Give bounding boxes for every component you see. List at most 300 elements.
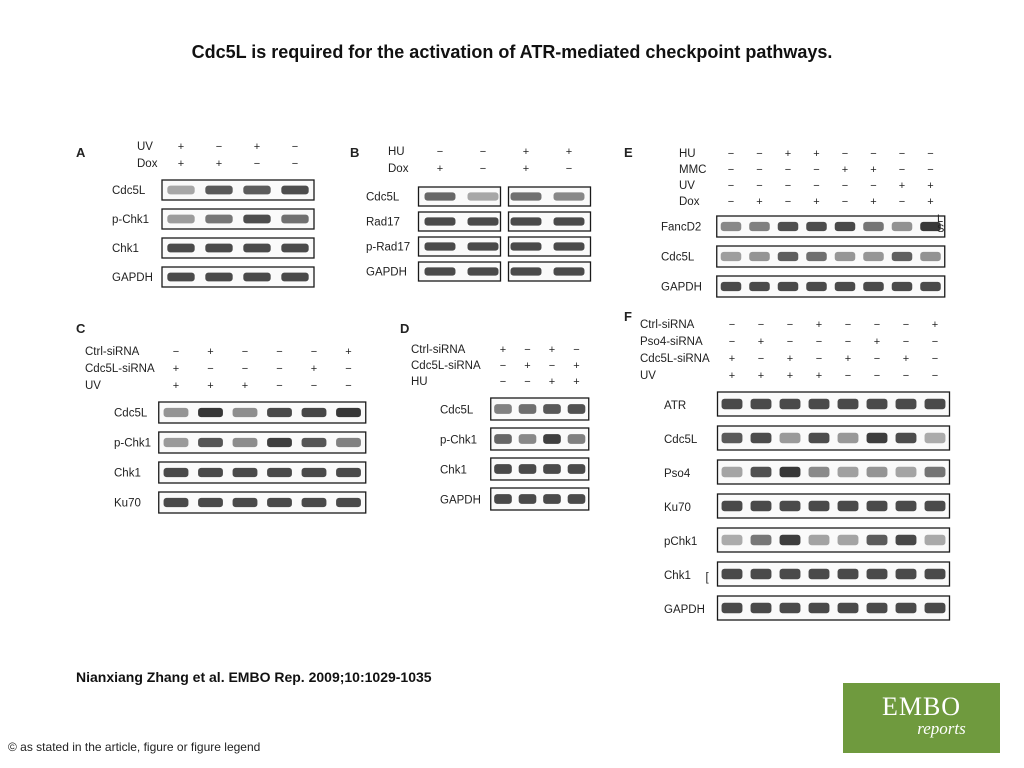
condition-sign-E: − xyxy=(870,180,877,192)
blot-C-band xyxy=(267,408,292,417)
blot-F-band xyxy=(809,433,830,444)
blot-C-band xyxy=(336,468,361,477)
blot-frame-C xyxy=(159,402,366,423)
blot-C-band xyxy=(164,498,189,507)
condition-sign-E: − xyxy=(784,180,792,192)
blot-D-band xyxy=(543,404,561,414)
blot-B-band xyxy=(468,267,499,275)
blot-label-D: Chk1 xyxy=(440,464,467,477)
blot-frame-C xyxy=(159,492,366,513)
blot-B-band xyxy=(511,192,542,200)
embo-reports-logo xyxy=(843,683,1000,753)
blot-E-band xyxy=(806,222,827,231)
blot-B-band xyxy=(468,192,499,200)
condition-sign-B: − xyxy=(565,163,573,175)
panel-label-A: A xyxy=(76,145,86,160)
blot-label-F: GAPDH xyxy=(664,603,705,616)
blot-D-band xyxy=(543,494,561,504)
condition-label-E: MMC xyxy=(679,164,707,176)
condition-sign-F: − xyxy=(873,353,881,365)
condition-label-C: UV xyxy=(85,380,101,392)
blot-C-band xyxy=(336,438,361,447)
blot-label-D: GAPDH xyxy=(440,494,481,507)
blot-B-band xyxy=(425,267,456,275)
condition-sign-E: + xyxy=(813,148,820,160)
blot-F-band xyxy=(925,501,946,512)
blot-D-band xyxy=(519,494,537,504)
condition-sign-C: + xyxy=(207,380,214,392)
condition-sign-E: − xyxy=(784,164,792,176)
condition-sign-E: − xyxy=(813,164,820,176)
blot-C-band xyxy=(302,498,327,507)
blot-F-band xyxy=(867,467,888,478)
condition-label-E: HU xyxy=(679,148,696,160)
blot-C-band xyxy=(233,468,258,477)
condition-sign-A: − xyxy=(291,158,299,170)
blot-E-band xyxy=(806,252,827,261)
condition-sign-E: − xyxy=(727,164,735,176)
condition-sign-F: − xyxy=(844,370,852,382)
blot-F-band xyxy=(809,535,830,546)
blot-F-band xyxy=(896,501,917,512)
condition-sign-F: − xyxy=(844,336,852,348)
blot-D-band xyxy=(494,464,512,474)
condition-sign-D: + xyxy=(524,360,531,372)
blot-A-band xyxy=(205,273,232,282)
band-mark-E: S xyxy=(937,223,945,235)
blot-C-band xyxy=(336,408,361,417)
condition-label-A: Dox xyxy=(137,158,158,170)
condition-sign-C: − xyxy=(207,363,214,375)
panel-label-D: D xyxy=(400,321,410,336)
condition-sign-F: + xyxy=(728,370,736,382)
condition-sign-D: − xyxy=(524,376,531,388)
blot-F-band xyxy=(809,399,830,410)
blot-B-band xyxy=(425,217,456,225)
condition-sign-E: − xyxy=(898,148,906,160)
blot-label-B: GAPDH xyxy=(366,266,407,279)
condition-sign-C: − xyxy=(276,363,283,375)
blot-A-band xyxy=(167,186,194,195)
condition-sign-F: − xyxy=(757,353,765,365)
condition-label-C: Ctrl-siRNA xyxy=(85,346,140,358)
blot-C-band xyxy=(302,438,327,447)
condition-sign-E: + xyxy=(784,148,792,160)
condition-sign-A: − xyxy=(291,141,299,153)
condition-sign-F: − xyxy=(931,370,939,382)
blot-frame-C xyxy=(159,462,366,483)
blot-F-band xyxy=(867,433,888,444)
blot-A-band xyxy=(281,215,308,224)
blot-F-band xyxy=(838,501,859,512)
condition-sign-E: − xyxy=(727,196,735,208)
blot-F-band xyxy=(867,535,888,546)
condition-sign-F: + xyxy=(786,370,794,382)
blot-E-band xyxy=(721,282,742,291)
condition-sign-D: − xyxy=(499,360,507,372)
condition-label-F: UV xyxy=(640,370,656,382)
condition-sign-F: − xyxy=(815,336,823,348)
blot-C-band xyxy=(267,468,292,477)
condition-sign-F: − xyxy=(786,336,794,348)
blot-F-band xyxy=(780,433,801,444)
blot-C-band xyxy=(302,408,327,417)
condition-label-D: Ctrl-siRNA xyxy=(411,344,466,356)
blot-A-band xyxy=(281,186,308,195)
blot-A-band xyxy=(243,273,270,282)
blot-B-band xyxy=(468,217,499,225)
blot-E-band xyxy=(749,252,770,261)
condition-sign-C: − xyxy=(241,363,249,375)
condition-sign-A: + xyxy=(177,158,185,170)
condition-sign-A: + xyxy=(253,141,261,153)
blot-E-band xyxy=(778,282,799,291)
condition-sign-C: − xyxy=(345,363,352,375)
blot-F-band xyxy=(896,569,917,580)
condition-sign-E: − xyxy=(756,164,763,176)
blot-A-band xyxy=(243,244,270,253)
condition-sign-D: − xyxy=(573,344,580,356)
blot-A-band xyxy=(205,186,232,195)
blot-D-band xyxy=(543,464,561,474)
blot-B-band xyxy=(554,267,585,275)
blot-A-band xyxy=(281,244,308,253)
condition-sign-B: − xyxy=(436,146,444,158)
blot-F-band xyxy=(780,569,801,580)
blot-A-band xyxy=(167,215,194,224)
blot-A-band xyxy=(243,186,270,195)
blot-F-band xyxy=(838,569,859,580)
blot-F-band xyxy=(925,467,946,478)
blot-F-band xyxy=(925,603,946,614)
blot-F-band xyxy=(925,569,946,580)
condition-sign-F: − xyxy=(757,319,765,331)
panel-label-F: F xyxy=(624,309,632,324)
condition-sign-A: + xyxy=(177,141,185,153)
blot-F-band xyxy=(780,501,801,512)
blot-E-band xyxy=(863,222,884,231)
blot-F-band xyxy=(751,501,772,512)
blot-F-band xyxy=(896,467,917,478)
band-bracket-F: [ xyxy=(705,572,709,585)
blot-C-band xyxy=(267,498,292,507)
blot-F-band xyxy=(838,535,859,546)
blot-F-band xyxy=(896,535,917,546)
blot-F-band xyxy=(780,399,801,410)
citation: Nianxiang Zhang et al. EMBO Rep. 2009;10:1029-1035 xyxy=(76,669,432,685)
blot-label-C: Cdc5L xyxy=(114,407,148,420)
condition-sign-F: − xyxy=(931,353,939,365)
blot-F-band xyxy=(809,501,830,512)
condition-sign-B: − xyxy=(479,146,487,158)
blot-label-E: FancD2 xyxy=(661,221,702,234)
condition-sign-D: − xyxy=(524,344,531,356)
blot-C-band xyxy=(198,498,223,507)
blot-F-band xyxy=(751,433,772,444)
blot-B-band xyxy=(425,242,456,250)
blot-A-band xyxy=(205,244,232,253)
blot-E-band xyxy=(835,252,856,261)
blot-E-band xyxy=(749,222,770,231)
blot-F-band xyxy=(838,603,859,614)
condition-sign-E: − xyxy=(870,148,877,160)
condition-sign-D: − xyxy=(548,360,556,372)
condition-sign-A: − xyxy=(253,158,261,170)
blot-F-band xyxy=(809,467,830,478)
blot-label-B: p-Rad17 xyxy=(366,241,411,254)
condition-sign-E: − xyxy=(727,148,735,160)
blot-F-band xyxy=(896,603,917,614)
blot-E-band xyxy=(920,282,941,291)
blot-B-band xyxy=(554,192,585,200)
blot-B-band xyxy=(425,192,456,200)
blot-F-band xyxy=(896,433,917,444)
condition-sign-D: + xyxy=(499,344,507,356)
condition-label-B: Dox xyxy=(388,163,409,175)
blot-F-band xyxy=(722,569,743,580)
blot-D-band xyxy=(543,434,561,444)
condition-sign-E: − xyxy=(813,180,820,192)
copyright-note: © as stated in the article, figure or figure legend xyxy=(8,740,261,754)
blot-B-band xyxy=(511,217,542,225)
blot-E-band xyxy=(721,222,742,231)
blot-F-band xyxy=(751,399,772,410)
blot-label-C: Chk1 xyxy=(114,467,141,480)
condition-sign-E: − xyxy=(898,164,906,176)
blot-F-band xyxy=(722,433,743,444)
blot-F-band xyxy=(722,603,743,614)
condition-sign-D: + xyxy=(573,376,580,388)
blot-E-band xyxy=(778,222,799,231)
blot-label-C: Ku70 xyxy=(114,497,141,510)
blot-F-band xyxy=(780,467,801,478)
blot-F-band xyxy=(867,399,888,410)
condition-sign-C: − xyxy=(241,346,249,358)
blot-C-band xyxy=(164,408,189,417)
panel-label-E: E xyxy=(624,145,633,160)
condition-sign-C: + xyxy=(172,380,180,392)
blot-D-band xyxy=(568,404,586,414)
condition-sign-B: − xyxy=(479,163,487,175)
blot-frame-C xyxy=(159,432,366,453)
condition-sign-F: + xyxy=(757,370,765,382)
blot-F-band xyxy=(867,569,888,580)
blot-E-band xyxy=(835,222,856,231)
blot-E-band xyxy=(835,282,856,291)
condition-sign-E: − xyxy=(784,196,792,208)
blot-F-band xyxy=(722,501,743,512)
blot-A-band xyxy=(281,273,308,282)
blot-label-F: Cdc5L xyxy=(664,433,698,446)
blot-F-band xyxy=(780,603,801,614)
blot-label-F: Ku70 xyxy=(664,501,691,514)
condition-label-E: Dox xyxy=(679,196,700,208)
condition-sign-A: − xyxy=(215,141,223,153)
condition-sign-B: + xyxy=(522,163,530,175)
blot-F-band xyxy=(867,603,888,614)
condition-label-F: Cdc5L-siRNA xyxy=(640,353,710,365)
blot-label-D: p-Chk1 xyxy=(440,434,478,447)
condition-sign-F: + xyxy=(873,336,881,348)
condition-sign-F: − xyxy=(902,336,910,348)
blot-label-A: p-Chk1 xyxy=(112,214,150,226)
condition-sign-C: + xyxy=(172,363,180,375)
condition-sign-E: − xyxy=(841,148,849,160)
condition-sign-F: + xyxy=(786,353,794,365)
condition-label-F: Pso4-siRNA xyxy=(640,336,703,348)
blot-E-band xyxy=(892,282,913,291)
condition-sign-F: + xyxy=(844,353,852,365)
panel-label-B: B xyxy=(350,145,360,160)
blot-F-band xyxy=(925,433,946,444)
condition-sign-F: − xyxy=(728,336,736,348)
condition-sign-F: + xyxy=(902,353,910,365)
blot-F-band xyxy=(838,399,859,410)
blot-B-band xyxy=(554,242,585,250)
condition-sign-B: + xyxy=(436,163,444,175)
band-mark-E: L xyxy=(937,213,944,225)
blot-E-band xyxy=(863,282,884,291)
blot-label-A: Chk1 xyxy=(112,243,139,255)
condition-sign-C: − xyxy=(276,346,283,358)
blot-F-band xyxy=(751,569,772,580)
blot-E-band xyxy=(749,282,770,291)
blot-C-band xyxy=(198,438,223,447)
blot-B-band xyxy=(554,217,585,225)
blot-F-band xyxy=(925,399,946,410)
blot-A-band xyxy=(205,215,232,224)
blot-D-band xyxy=(519,404,537,414)
condition-sign-E: − xyxy=(841,196,849,208)
condition-sign-C: + xyxy=(310,363,318,375)
condition-sign-B: + xyxy=(565,146,573,158)
blot-B-band xyxy=(511,242,542,250)
blot-D-band xyxy=(568,494,586,504)
condition-label-A: UV xyxy=(137,141,153,153)
condition-sign-F: − xyxy=(902,319,910,331)
condition-sign-F: + xyxy=(931,319,939,331)
blot-E-band xyxy=(778,252,799,261)
condition-sign-D: + xyxy=(548,344,556,356)
condition-sign-F: − xyxy=(931,336,939,348)
blot-F-band xyxy=(867,501,888,512)
blot-A-band xyxy=(167,273,194,282)
condition-sign-C: − xyxy=(172,346,180,358)
blot-C-band xyxy=(164,468,189,477)
condition-label-E: UV xyxy=(679,180,695,192)
blot-F-band xyxy=(809,569,830,580)
page-title: Cdc5L is required for the activation of ATR-mediated checkpoint pathways. xyxy=(191,42,833,62)
blot-C-band xyxy=(198,408,223,417)
blot-E-band xyxy=(892,222,913,231)
condition-sign-F: + xyxy=(815,319,823,331)
blot-A-band xyxy=(243,215,270,224)
condition-label-D: HU xyxy=(411,376,428,388)
condition-sign-C: − xyxy=(310,346,318,358)
blot-label-F: pChk1 xyxy=(664,535,698,548)
blot-A-band xyxy=(167,244,194,253)
blot-F-band xyxy=(896,399,917,410)
blot-E-band xyxy=(920,252,941,261)
condition-label-B: HU xyxy=(388,146,405,158)
condition-sign-C: − xyxy=(345,380,352,392)
condition-sign-E: − xyxy=(756,180,763,192)
condition-sign-F: + xyxy=(757,336,765,348)
condition-sign-E: + xyxy=(927,180,934,192)
blot-label-B: Rad17 xyxy=(366,216,400,229)
blot-F-band xyxy=(780,535,801,546)
blot-F-band xyxy=(751,535,772,546)
blot-D-band xyxy=(519,464,537,474)
blot-E-band xyxy=(806,282,827,291)
blot-label-A: Cdc5L xyxy=(112,185,146,197)
condition-sign-F: − xyxy=(902,370,910,382)
blot-label-F: ATR xyxy=(664,399,687,412)
blot-F-band xyxy=(925,535,946,546)
blot-C-band xyxy=(233,408,258,417)
blot-C-band xyxy=(302,468,327,477)
blot-B-band xyxy=(511,267,542,275)
blot-D-band xyxy=(494,494,512,504)
blot-D-band xyxy=(519,434,537,444)
condition-sign-E: − xyxy=(727,180,735,192)
condition-sign-E: + xyxy=(870,196,877,208)
condition-sign-D: + xyxy=(573,360,580,372)
condition-sign-C: + xyxy=(207,346,214,358)
condition-label-F: Ctrl-siRNA xyxy=(640,319,695,331)
condition-sign-E: − xyxy=(756,148,763,160)
condition-sign-F: + xyxy=(815,370,823,382)
condition-sign-F: − xyxy=(786,319,794,331)
blot-F-band xyxy=(838,433,859,444)
blot-C-band xyxy=(198,468,223,477)
blot-label-D: Cdc5L xyxy=(440,404,474,417)
condition-sign-F: − xyxy=(844,319,852,331)
blot-D-band xyxy=(568,464,586,474)
condition-sign-E: − xyxy=(841,180,849,192)
condition-sign-A: + xyxy=(215,158,223,170)
blot-label-A: GAPDH xyxy=(112,272,153,284)
condition-sign-E: + xyxy=(813,196,820,208)
condition-sign-B: + xyxy=(522,146,530,158)
blot-E-band xyxy=(721,252,742,261)
blot-C-band xyxy=(233,438,258,447)
blot-label-E: GAPDH xyxy=(661,281,702,294)
logo-line1: EMBO xyxy=(881,692,962,721)
blot-C-band xyxy=(164,438,189,447)
condition-sign-E: − xyxy=(927,164,934,176)
condition-sign-E: − xyxy=(898,196,906,208)
condition-sign-C: − xyxy=(276,380,283,392)
blot-F-band xyxy=(722,399,743,410)
condition-sign-F: + xyxy=(728,353,736,365)
condition-sign-E: + xyxy=(756,196,763,208)
logo-line2: reports xyxy=(917,719,966,738)
condition-sign-E: − xyxy=(927,148,934,160)
condition-label-D: Cdc5L-siRNA xyxy=(411,360,481,372)
condition-sign-C: + xyxy=(345,346,352,358)
blot-D-band xyxy=(494,404,512,414)
blot-F-band xyxy=(722,535,743,546)
condition-sign-F: − xyxy=(728,319,736,331)
condition-label-C: Cdc5L-siRNA xyxy=(85,363,155,375)
condition-sign-F: − xyxy=(873,319,881,331)
blot-label-C: p-Chk1 xyxy=(114,437,152,450)
blot-B-band xyxy=(468,242,499,250)
condition-sign-F: − xyxy=(815,353,823,365)
blot-C-band xyxy=(336,498,361,507)
condition-sign-E: + xyxy=(841,164,849,176)
